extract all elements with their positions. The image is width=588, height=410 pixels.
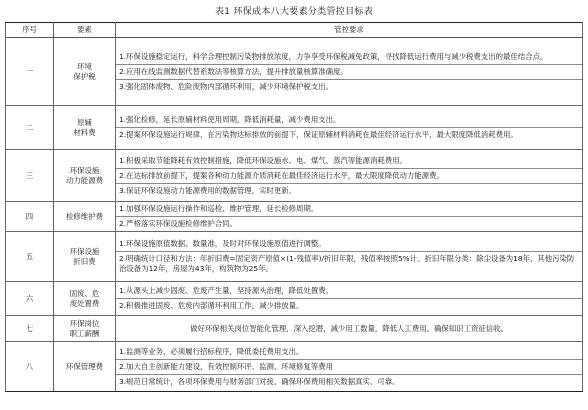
row-number: 一 (6, 38, 54, 106)
row-number: 四 (6, 202, 54, 232)
requirement-item: 1.环保设施稳定运行，科学合理控制污染物排放浓度，力争享受环保税减免政策，寻找降低运行费用与减少税费支出的最佳结合点。 (119, 51, 548, 61)
requirement-item: 2.严格落实环保设施检修维护合同。 (116, 216, 582, 229)
table-row (6, 342, 583, 392)
cost-element: 原辅 材料费 (54, 106, 116, 150)
requirement-item: 2.积极推进固废、危废内部循环利用工作，减少排放量。 (116, 298, 582, 311)
requirement-item: 2.明确统计口径和方法：年折旧费=固定资产原值×(1-残值率)/折旧年限，残值率按照5%计。折旧年限分类：除尘设备为18年，其他污染防治设备为12年，房屋为43年，构筑物为25年。 (116, 251, 582, 274)
row-number: 五 (6, 232, 54, 282)
cost-element: 环保管理费 (54, 342, 116, 392)
cost-element: 环保设施 折旧费 (54, 232, 116, 282)
control-requirements (116, 232, 583, 282)
cost-element: 环保设施 动力能源费 (54, 150, 116, 202)
requirement-item: 1.加强环保设施运行操作和巡检、维护管理，延长检修周期。 (119, 204, 319, 213)
row-number: 八 (6, 342, 54, 392)
table-row (6, 150, 583, 202)
cost-element: 环保岗位 职工薪酬 (54, 316, 116, 342)
requirement-item: 2.在达标排放前提下，提案各种动力能源介质消耗在最佳经济运行水平，最大限度降低动力能源费。 (116, 168, 582, 181)
header-row (6, 23, 583, 38)
cost-control-table (5, 22, 583, 392)
control-requirements (116, 38, 583, 106)
table-row (6, 106, 583, 150)
header-number: 序号 (6, 23, 54, 38)
requirement-item: 1.监测等业务，必须履行招标程序，降低委托费用支出。 (119, 346, 304, 356)
table-row (6, 202, 583, 232)
requirement-item: 3.保证环保设施动力能源费用的数据管理，实时更新。 (116, 183, 582, 196)
table-row (6, 38, 583, 106)
cost-element: 固废、危 废处置费 (54, 282, 116, 316)
control-requirements (116, 282, 583, 316)
cost-element: 检修维护费 (54, 202, 116, 232)
control-requirements (116, 150, 583, 202)
row-number: 六 (6, 282, 54, 316)
table-caption: 表1 环保成本八大要素分类管控目标表 (215, 7, 373, 17)
control-requirements (116, 342, 583, 392)
control-requirements (116, 202, 583, 232)
requirement-item: 1.从源头上减少固废、危废产生量，坚持源头治理，降低处置费。 (119, 286, 333, 295)
row-number: 二 (6, 106, 54, 150)
requirement-item: 2.提案环保设施运行规律，在污染物达标排放的前提下，保证原辅材料消耗在最佳经济运行水平，最大限度降低消耗费用。 (116, 127, 582, 140)
requirement-item: 2.加大自主创新能力建设，有效控制环评、监测、环境修复等费用 (116, 359, 582, 372)
requirement-item: 2.应用在线监测数据代替系数法等核算方法，提升排放量核算准确度。 (116, 64, 582, 77)
table-row (6, 316, 583, 342)
cost-element: 环境 保护税 (54, 38, 116, 106)
table-row (6, 282, 583, 316)
row-number: 三 (6, 150, 54, 202)
control-requirements (116, 316, 583, 342)
requirement-item: 3.规范日常统计，各项环保费用与财务部门对接，确保环保费用相关数据真实、可靠。 (116, 374, 582, 387)
requirement-item: 做好环保相关岗位智能化管理，深入挖潜，减少用工数量，降低人工费用。确保知识工资征信收。 (190, 323, 508, 333)
requirement-item: 1.环保设施原值数据、数量准，及时对环保设施原值进行调整。 (119, 239, 326, 248)
table-row (6, 232, 583, 282)
requirement-item: 1.强化检修，延长原辅材料使用周期，降低消耗量，减少费用支出。 (119, 115, 341, 124)
header-element: 要素 (54, 23, 116, 38)
requirement-item: 3.强化固体废物、危险废物内部循环利用，减少环境保护税支出。 (116, 79, 582, 92)
header-requirements: 管控要求 (116, 23, 583, 38)
requirement-item: 1.积极采取节能降耗有效控制措施，降低环保设施水、电、煤气、蒸汽等能源消耗费用。 (119, 155, 407, 165)
control-requirements (116, 106, 583, 150)
row-number: 七 (6, 316, 54, 342)
